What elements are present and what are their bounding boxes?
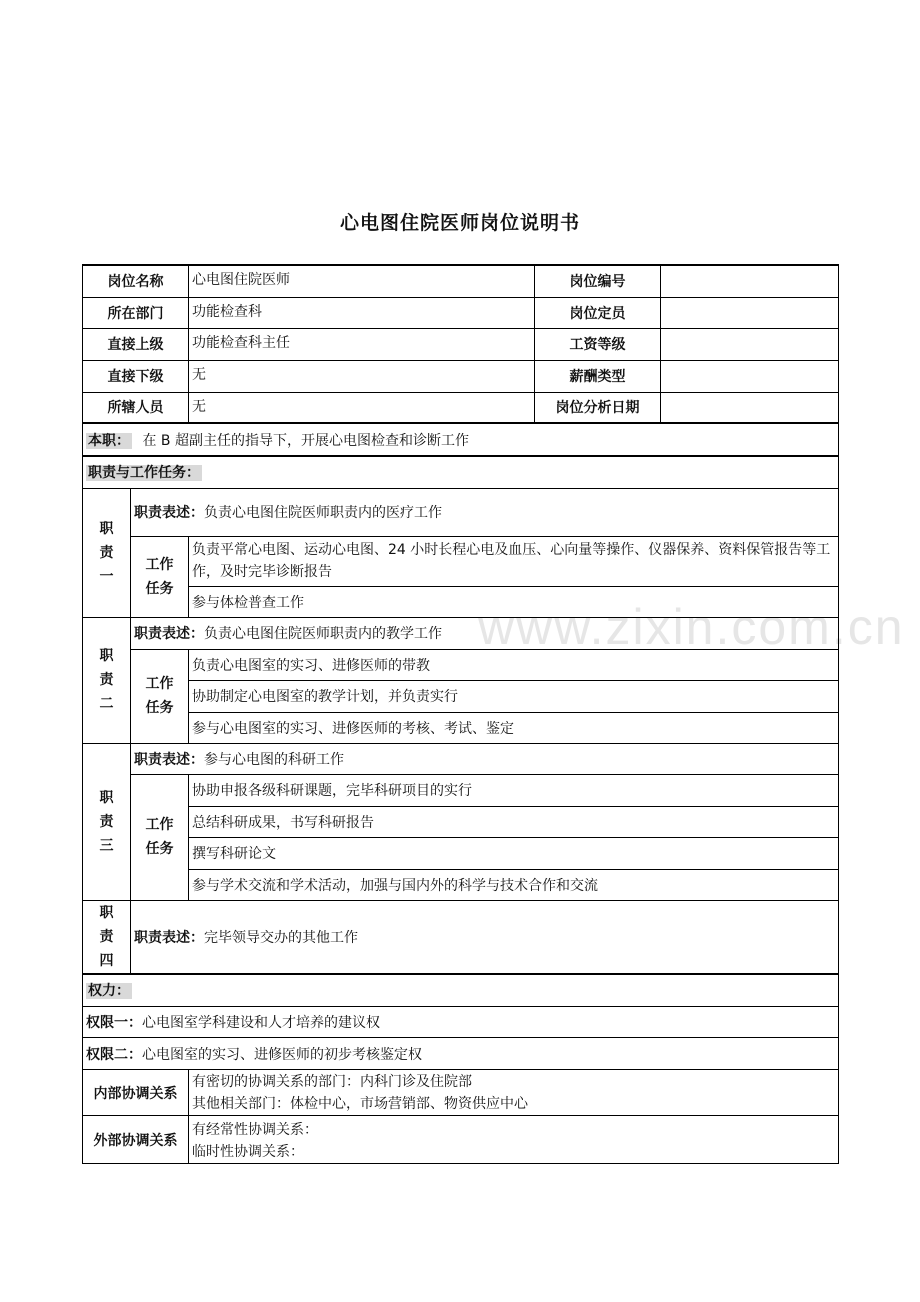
label-staff: 所辖人员 [83,392,189,423]
label-salary-grade: 工资等级 [535,328,661,360]
duty-1-task-label: 工作 任务 [131,536,189,617]
duty-1-desc: 职责表述：负责心电图住院医师职责内的医疗工作 [131,488,839,536]
value-headcount [661,297,839,328]
value-staff: 无 [189,392,535,423]
duty-3-task-1: 协助申报各级科研课题，完毕科研项目的实行 [189,774,839,806]
label-headcount: 岗位定员 [535,297,661,328]
value-salary-grade [661,328,839,360]
label-analysis-date: 岗位分析日期 [535,392,661,423]
benzhi-text: 在 B 超副主任的指导下，开展心电图检查和诊断工作 [142,432,469,449]
value-supervisor: 功能检查科主任 [189,328,535,360]
duty-2-task-2: 协助制定心电图室的教学计划，并负责实行 [189,680,839,712]
page-title: 心电图住院医师岗位说明书 [339,212,580,234]
value-department: 功能检查科 [189,297,535,328]
label-pay-type: 薪酬类型 [535,360,661,392]
value-pay-type [661,360,839,392]
duty-2-task-label: 工作 任务 [131,649,189,743]
external-value: 有经常性协调关系： 临时性协调关系： [189,1116,839,1164]
label-post-name: 岗位名称 [83,265,189,297]
quanxian-2: 权限二：心电图室的实习、进修医师的初步考核鉴定权 [83,1038,839,1070]
internal-label: 内部协调关系 [83,1070,189,1116]
duty-4-label: 职 责 四 [83,900,131,974]
label-supervisor: 直接上级 [83,328,189,360]
job-description-table [82,264,839,1164]
duty-4-desc: 职责表述：完毕领导交办的其他工作 [131,900,839,974]
duty-2-task-1: 负责心电图室的实习、进修医师的带教 [189,649,839,680]
benzhi-label: 本职： [88,432,130,449]
duty-2-label: 职 责 二 [83,617,131,743]
duty-1-task-2: 参与体检普查工作 [189,586,839,617]
quanli-header-row [83,974,839,1007]
benzhi-row [83,423,839,456]
external-label: 外部协调关系 [83,1116,189,1164]
label-post-number: 岗位编号 [535,265,661,297]
duty-2-task-3: 参与心电图室的实习、进修医师的考核、考试、鉴定 [189,712,839,743]
value-post-number [661,265,839,297]
quanxian-1: 权限一：心电图室学科建设和人才培养的建议权 [83,1007,839,1038]
label-department: 所在部门 [83,297,189,328]
duty-3-desc: 职责表述：参与心电图的科研工作 [131,743,839,774]
label-subordinate: 直接下级 [83,360,189,392]
duty-3-task-4: 参与学术交流和学术活动，加强与国内外的科学与技术合作和交流 [189,869,839,900]
value-subordinate: 无 [189,360,535,392]
duty-3-label: 职 责 三 [83,743,131,900]
quanli-header: 权力： [88,983,130,1000]
duty-1-task-1: 负责平常心电图、运动心电图、24 小时长程心电及血压、心向量等操作、仪器保养、资料保管报告等工作，及时完毕诊断报告 [189,536,839,586]
duties-header-row [83,456,839,488]
watermark: www.zixin.com.cn [478,599,905,655]
duty-1-label: 职 责 一 [83,488,131,617]
duty-3-task-2: 总结科研成果，书写科研报告 [189,806,839,837]
duty-3-task-label: 工作 任务 [131,774,189,900]
duty-2-desc: 职责表述：负责心电图住院医师职责内的教学工作 [131,617,839,649]
value-analysis-date [661,392,839,423]
duty-3-task-3: 撰写科研论文 [189,837,839,869]
value-post-name: 心电图住院医师 [189,265,535,297]
duties-header: 职责与工作任务： [88,465,200,482]
internal-value: 有密切的协调关系的部门：内科门诊及住院部 其他相关部门：体检中心，市场营销部、物资供应中心 [189,1070,839,1116]
